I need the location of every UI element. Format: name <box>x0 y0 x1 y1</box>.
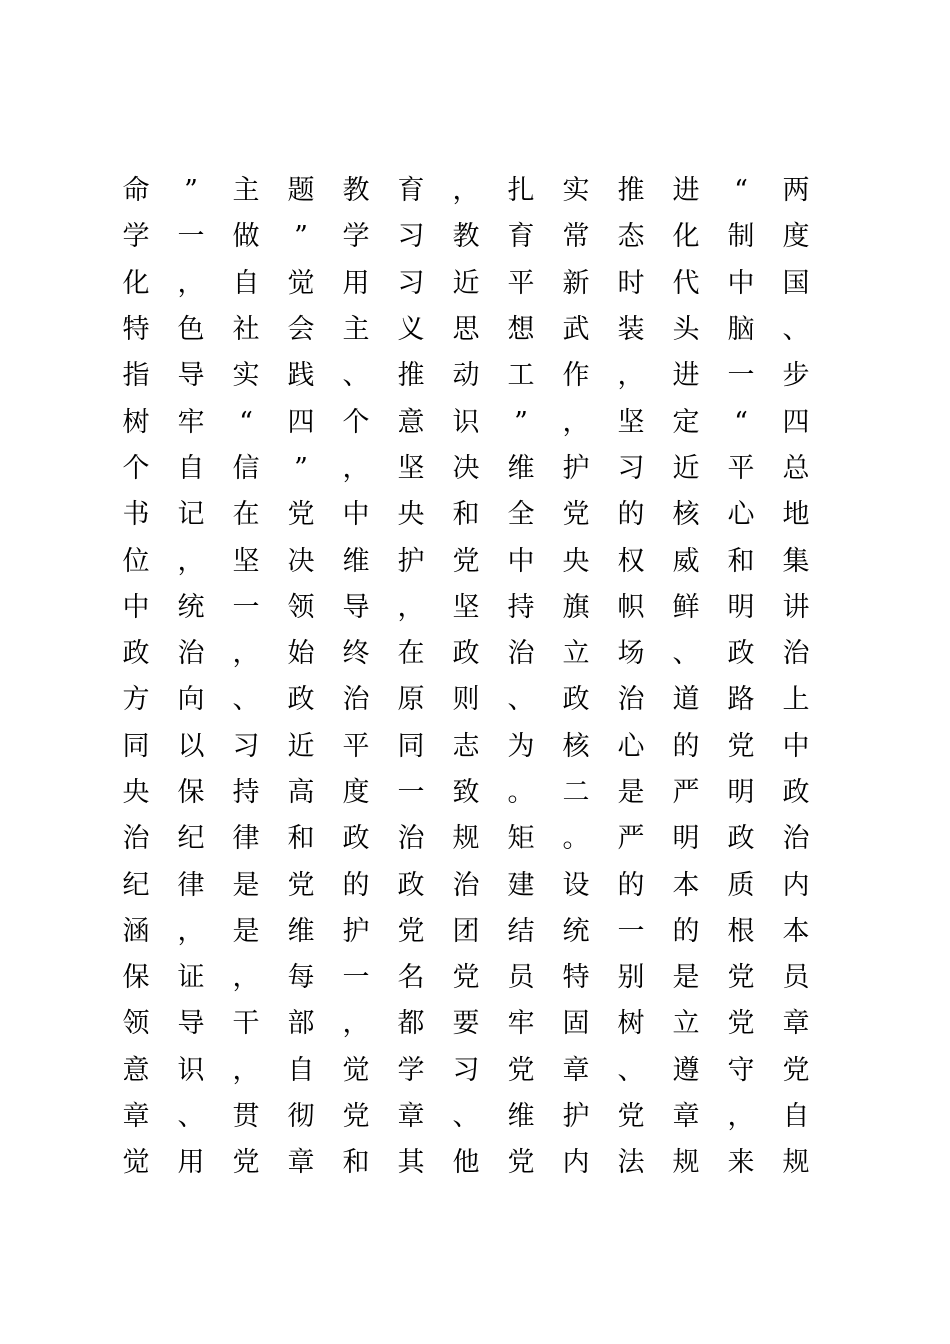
text-line: 化 ， 自 觉 用 习 近 平 新 时 代 中 国 <box>122 267 810 299</box>
text-line: 方 向 、 政 治 原 则 、 政 治 道 路 上 <box>122 684 810 716</box>
body-text <box>116 168 816 1187</box>
text-line: 央 保 持 高 度 一 致 。 二 是 严 明 政 <box>122 777 810 808</box>
text-line: 领 导 干 部 ， 都 要 牢 固 树 立 党 章 <box>122 1008 810 1040</box>
text-line: 学 一 做 ” 学 习 教 育 常 态 化 制 度 <box>122 221 810 253</box>
text-line: 涵 ， 是 维 护 党 团 结 统 一 的 根 本 <box>122 915 810 947</box>
text-line: 同 以 习 近 平 同 志 为 核 心 的 党 中 <box>122 730 810 762</box>
text-line: 中 统 一 领 导 ， 坚 持 旗 帜 鲜 明 讲 <box>122 591 810 623</box>
text-line: 位 ， 坚 决 维 护 党 中 央 权 威 和 集 <box>122 545 810 577</box>
text-line: 政 治 ， 始 终 在 政 治 立 场 、 政 治 <box>122 638 810 670</box>
text-line: 章 、 贯 彻 党 章 、 维 护 党 章 ， 自 <box>122 1101 810 1133</box>
text-line: 命 ” 主 题 教 育 ， 扎 实 推 进 “ 两 <box>122 175 810 207</box>
text-line: 治 纪 律 和 政 治 规 矩 。 严 明 政 治 <box>122 823 810 855</box>
text-line: 树 牢 “ 四 个 意 识 ” ， 坚 定 “ 四 <box>122 406 810 438</box>
text-line: 指 导 实 践 、 推 动 工 作 ， 进 一 步 <box>122 360 810 392</box>
text-line: 保 证 ， 每 一 名 党 员 特 别 是 党 员 <box>122 962 810 994</box>
text-line: 纪 律 是 党 的 政 治 建 设 的 本 质 内 <box>122 869 810 901</box>
text-line: 个 自 信 ” ， 坚 决 维 护 习 近 平 总 <box>122 452 810 484</box>
text-line: 意 识 ， 自 觉 学 习 党 章 、 遵 守 党 <box>122 1054 810 1086</box>
text-line: 书 记 在 党 中 央 和 全 党 的 核 心 地 <box>122 499 810 531</box>
text-line: 特 色 社 会 主 义 思 想 武 装 头 脑 、 <box>122 314 810 346</box>
text-line: 觉 用 党 章 和 其 他 党 内 法 规 来 规 <box>122 1147 810 1179</box>
